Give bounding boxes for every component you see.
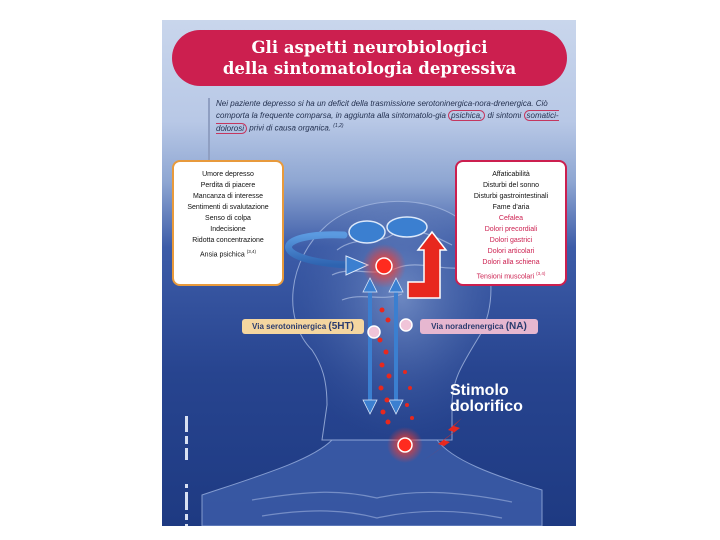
- somatic-symptom-item: Disturbi del sonno: [482, 182, 540, 189]
- psychic-symptom-item: Umore depresso: [202, 171, 254, 178]
- psychic-symptom-item: Sentimenti di svalutazione: [187, 204, 269, 211]
- serotonergic-abbr: (5HT): [328, 321, 354, 332]
- somatic-symptoms-ref: (3,4): [536, 271, 546, 276]
- neck-shoulders: [202, 440, 542, 526]
- psychic-symptoms-ref: (3,4): [246, 249, 256, 254]
- side-print-code: [182, 400, 194, 526]
- title-line-2: della sintomatologia depressiva: [222, 59, 517, 78]
- spinal-center: [398, 438, 412, 452]
- brain-center: [376, 258, 392, 274]
- pain-stimulus-label: [450, 383, 560, 415]
- brain-node-left: [349, 221, 385, 243]
- intro-refs: (1,2): [333, 123, 344, 129]
- intro-part-1: Nei paziente depresso si ha un deficit della trasmissione serotoninergica-nora-drenergica. Ciò comporta la frequente comparsa, in aggiunta alla sintomatolo-gia: [216, 99, 548, 120]
- poster: [162, 20, 576, 526]
- somatic-symptom-item: Fame d'aria: [492, 204, 530, 211]
- psychic-symptoms-box: [172, 160, 284, 286]
- pain-symptom-item: Dolori alla schiena: [482, 259, 540, 266]
- noradrenergic-pathway-label: [420, 319, 538, 334]
- somatic-symptoms-box: [455, 160, 567, 286]
- brain-node-right: [387, 217, 427, 237]
- pain-symptom-item: Dolori gastrici: [489, 237, 533, 244]
- psychic-symptom-item: Ridotta concentrazione: [192, 237, 264, 244]
- psychic-symptom-item: Perdita di piacere: [200, 182, 256, 189]
- pain-symptom-item: Tensioni muscolari: [476, 273, 535, 281]
- psychic-symptom-item: Senso di colpa: [205, 215, 251, 222]
- stimulus-line-2: dolorifico: [450, 398, 523, 415]
- pain-symptom-item: Dolori articolari: [487, 248, 535, 255]
- somatic-symptom-item: Disturbi gastrointestinali: [473, 193, 549, 200]
- psychic-symptom-item: Ansia psichica: [200, 251, 245, 259]
- psychic-symptom-item: Mancanza di interesse: [192, 193, 264, 200]
- intro-part-2: di sintomi: [485, 110, 524, 120]
- intro-highlight-somatic: somatici-dolorosi: [216, 110, 559, 133]
- noradrenaline-node: [400, 319, 412, 331]
- serotonin-node: [368, 326, 380, 338]
- somatic-symptom-item: Affaticabilità: [492, 171, 530, 178]
- noradrenergic-label-text: Via noradrenergica: [431, 322, 504, 331]
- psychic-symptom-item: Indecisione: [210, 226, 246, 233]
- noradrenergic-abbr: (NA): [505, 321, 527, 332]
- side-code-marks: [182, 410, 190, 526]
- serotonergic-label-text: Via serotoninergica: [252, 322, 327, 331]
- serotonergic-pathway-label: [242, 319, 364, 334]
- title-line-1: Gli aspetti neurobiologici: [251, 38, 488, 57]
- stimulus-line-1: Stimolo: [450, 382, 509, 399]
- intro-highlight-psychic: psichica,: [448, 110, 485, 121]
- pain-symptom-item: Cefalea: [498, 215, 524, 222]
- intro-part-3: privi di causa organica.: [247, 123, 332, 133]
- pain-symptom-item: Dolori precordiali: [484, 226, 538, 233]
